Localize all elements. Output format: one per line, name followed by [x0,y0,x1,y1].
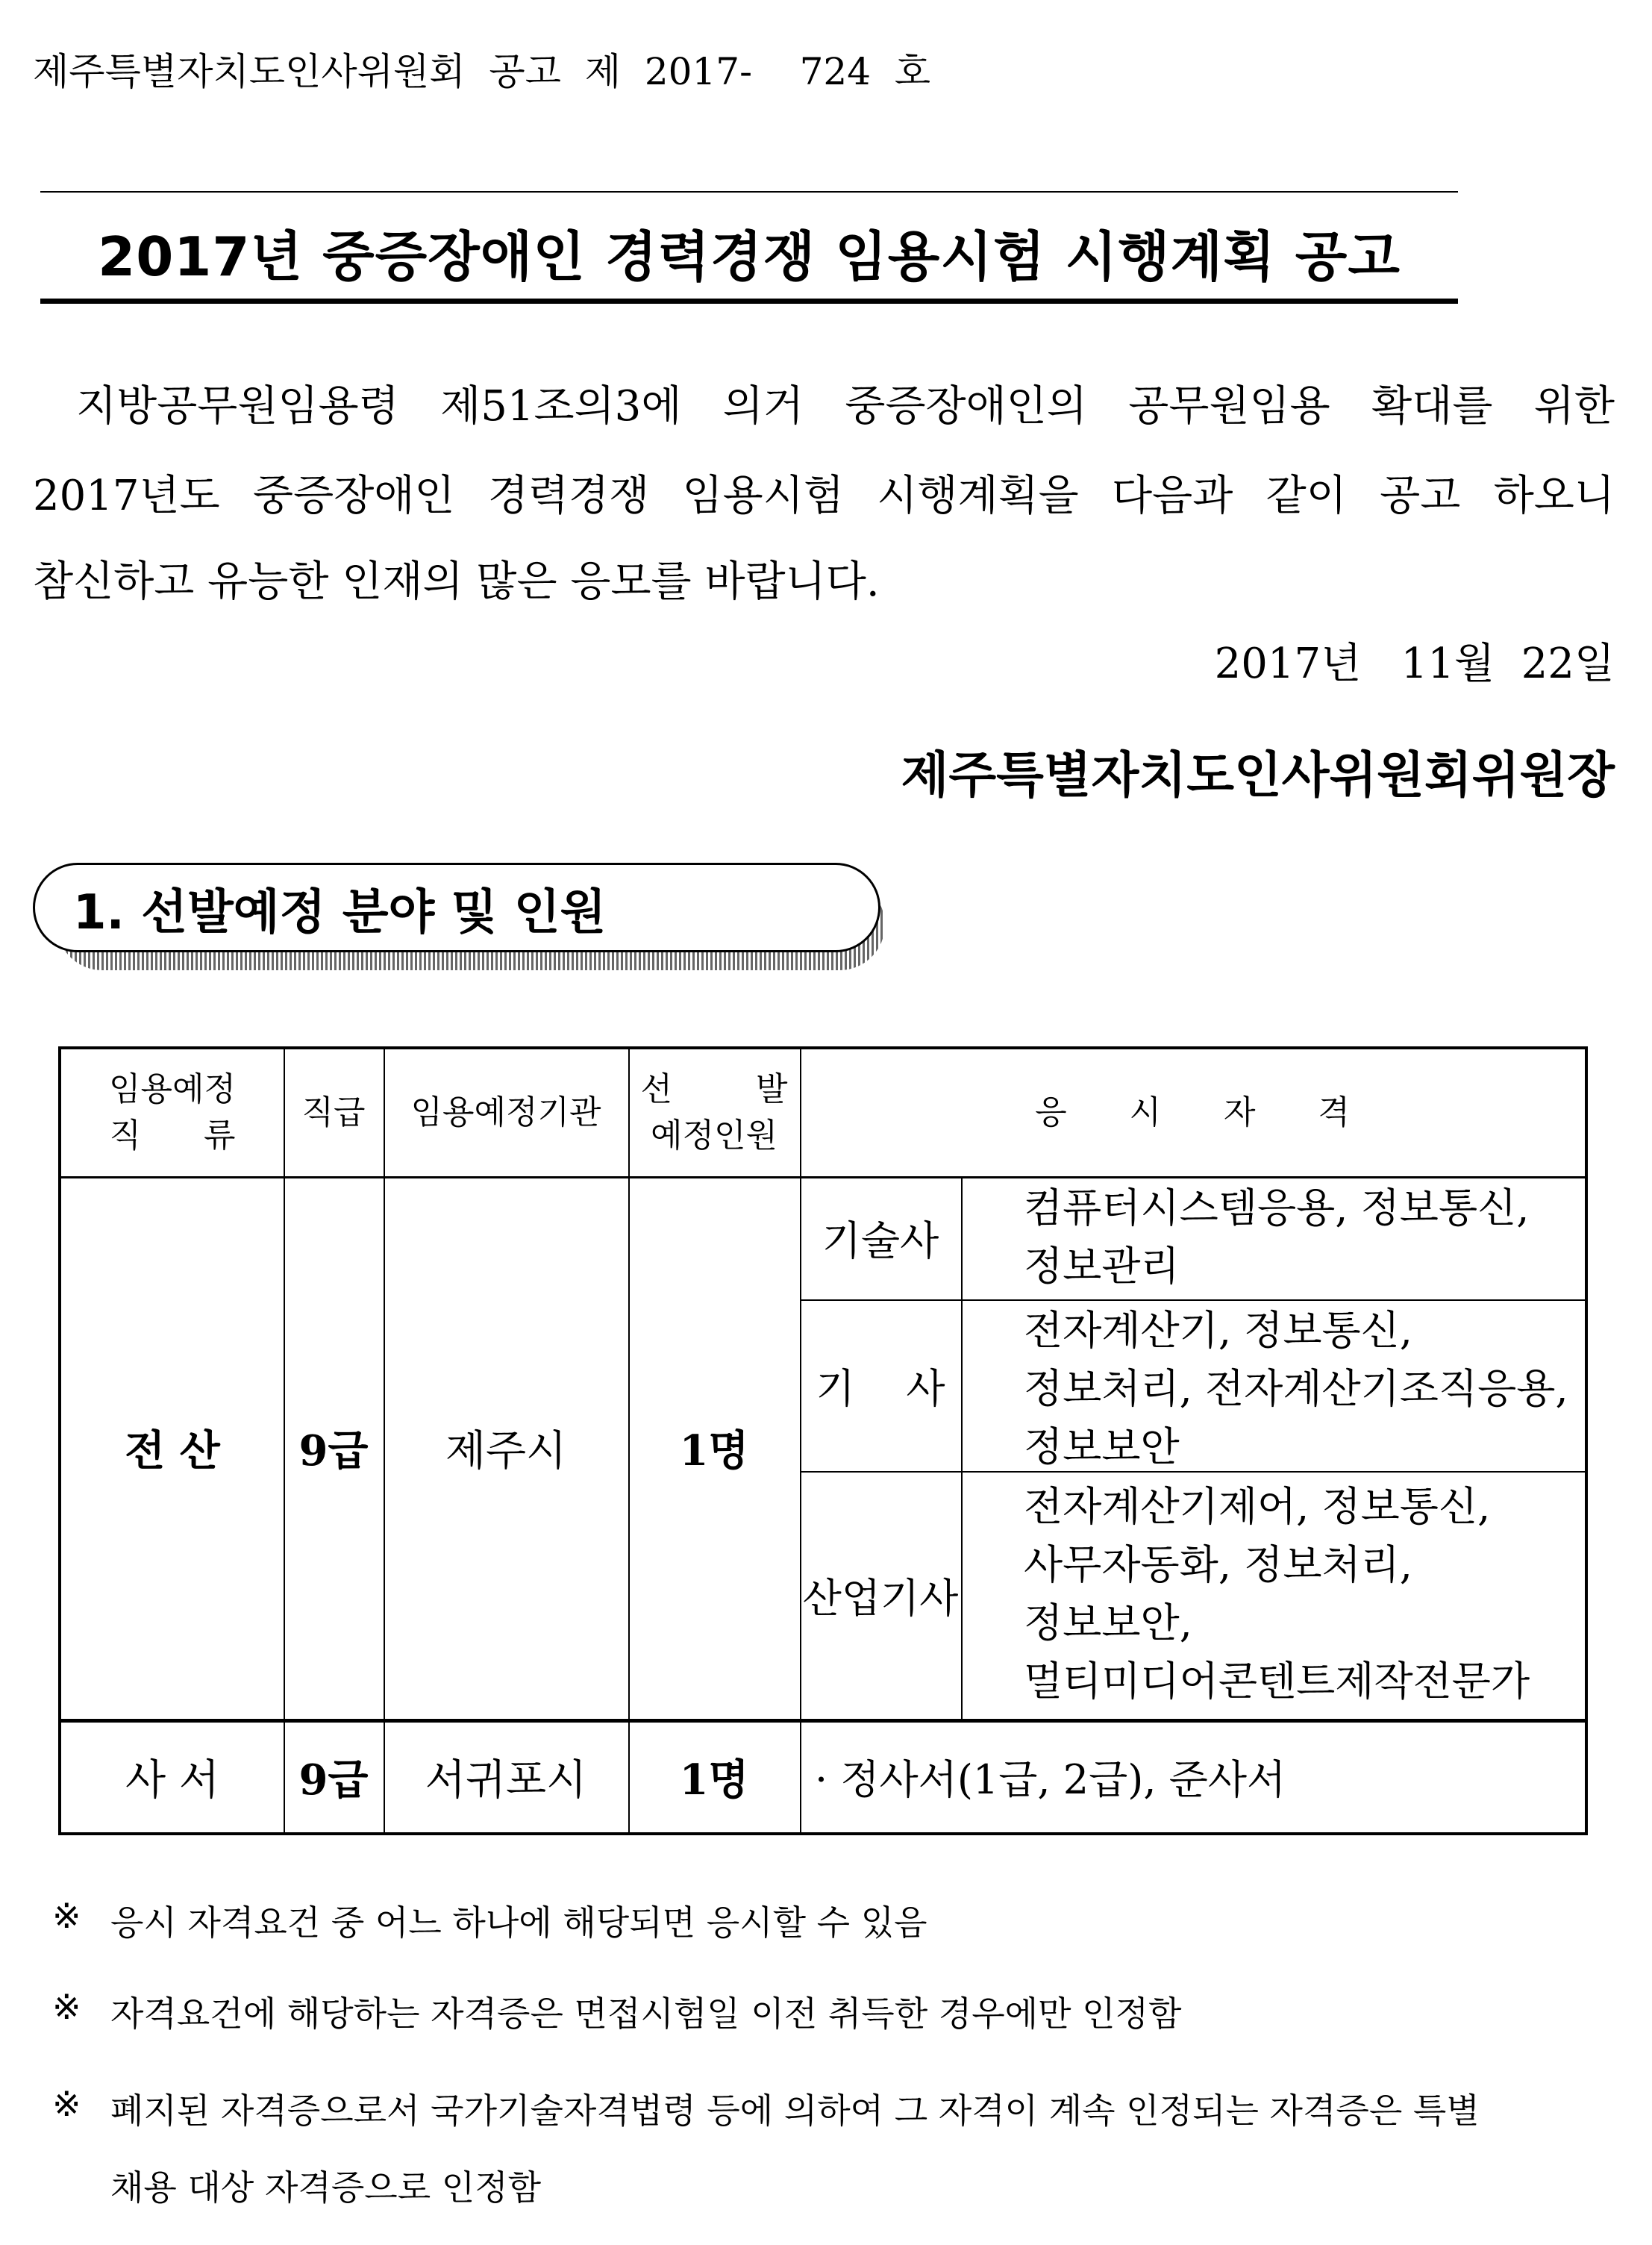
row1-agency: 제주시 [445,1426,567,1476]
header-count [628,1049,800,1176]
cert-fields [1024,1478,1530,1711]
note-text: 채용 대상 자격증으로 인정함 [110,2167,542,2208]
header-qualification: 응 시 자 격 [1035,1093,1350,1131]
header-count-line1: 선 발 [640,1070,788,1108]
notice-number: 제주특별자치도인사위원회 공고 제 2017- 724 호 [33,50,931,93]
cert-field-line: 전자계산기, 정보통신, [1024,1307,1412,1354]
cert-name: 기술사 [822,1217,939,1264]
section-heading: 1. 선발예정 분야 및 인원 [73,885,607,940]
cert-name: 산업기사 [802,1574,959,1622]
cert-field-line: 전자계산기제어, 정보통신, [1024,1483,1491,1530]
recruitment-table [58,1046,1588,1835]
reference-mark-icon: ※ [52,1987,81,2027]
row2-count: 1명 [679,1755,749,1805]
cert-field-line: 멀티미디어콘텐트제작전문가 [1024,1658,1530,1705]
intro-line-2: 2017년도 중증장애인 경력경쟁 임용시험 시행계획을 다음과 같이 공고 하오니 [33,472,1615,520]
cert-field-line: 사무자동화, 정보처리, [1024,1541,1412,1588]
cert-name: 기 사 [816,1364,945,1412]
row1-count: 1명 [679,1426,749,1476]
cert-field-line: 정보처리, 전자계산기조직응용, [1024,1365,1568,1412]
reference-mark-icon: ※ [52,1896,81,1936]
header-job [61,1049,284,1176]
row2-grade: 9급 [298,1755,369,1805]
page-title: 2017년 중증장애인 경력경쟁 임용시험 시행계획 공고 [98,225,1401,288]
reference-mark-icon: ※ [52,2084,81,2124]
announcement-date: 2017년 11월 22일 [1214,640,1615,688]
header-job-line1: 임용예정 [108,1070,236,1108]
intro-line-1: 지방공무원임용령 제51조의3에 의거 중증장애인의 공무원임용 확대를 위한 [76,382,1615,431]
row1-job: 전 산 [125,1426,220,1476]
header-job-line2: 직 류 [109,1117,236,1155]
cert-fields [1024,1302,1568,1476]
header-count-line2: 예정인원 [650,1117,777,1155]
cert-fields [1024,1179,1529,1296]
cert-field-line: 정보보안, [1024,1599,1192,1646]
table-vline-5 [961,1176,963,1721]
header-grade: 직급 [301,1093,366,1131]
cert-field-line: 컴퓨터시스템응용, 정보통신, [1024,1184,1530,1231]
note-text: 자격요건에 해당하는 자격증은 면접시험일 이전 취득한 경우에만 인정함 [110,1993,1182,2034]
title-rule-bottom [40,299,1458,304]
row1-grade: 9급 [298,1426,369,1476]
note-text: 응시 자격요건 중 어느 하나에 해당되면 응시할 수 있음 [110,1902,927,1943]
row2-job: 사 서 [125,1755,219,1805]
intro-line-3: 참신하고 유능한 인재의 많은 응모를 바랍니다. [33,558,880,606]
row2-qualification: · 정사서(1급, 2급), 준사서 [815,1756,1286,1803]
signer: 제주특별자치도인사위원회위원장 [901,746,1615,804]
cert-field-line: 정보보안 [1024,1423,1180,1470]
cert-field-line: 정보관리 [1024,1243,1180,1290]
header-agency: 임용예정기관 [410,1093,601,1131]
row2-agency: 서귀포시 [425,1755,587,1805]
title-rule-top [40,191,1458,193]
note-text: 폐지된 자격증으로서 국가기술자격법령 등에 의하여 그 자격이 계속 인정되는 자격증은 특별 [110,2091,1480,2131]
